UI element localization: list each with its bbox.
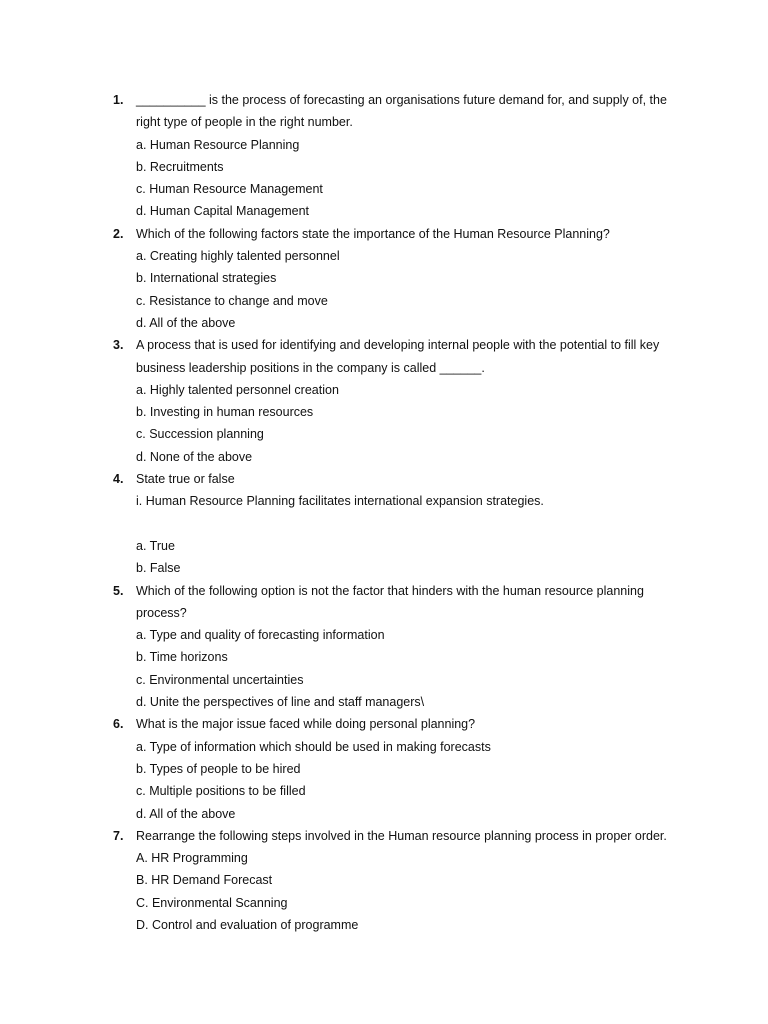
answer-option: A. HR Programming	[136, 851, 248, 866]
question-text: right type of people in the right number.	[136, 115, 353, 130]
blank-line	[136, 513, 688, 535]
answer-option: b. Investing in human resources	[136, 405, 314, 420]
question-body	[136, 89, 688, 223]
answer-option: b. Time horizons	[136, 650, 228, 665]
question-text: Which of the following factors state the importance of the Human Resource Planning?	[136, 226, 610, 241]
question-text: A process that is used for identifying and developing internal people with the potential to fill key	[136, 338, 660, 353]
question-number: 5.	[113, 583, 124, 598]
answer-option: a. Highly talented personnel creation	[136, 382, 339, 397]
question-list	[113, 89, 688, 936]
question-3	[113, 334, 688, 468]
answer-option: b. International strategies	[136, 271, 277, 286]
answer-option: a. Type of information which should be used in making forecasts	[136, 739, 491, 754]
question-text: __________ is the process of forecasting an organisations future demand for, and supply of, the	[136, 93, 667, 107]
question-number: 4.	[113, 472, 124, 487]
question-text: State true or false	[136, 472, 235, 487]
answer-option: a. Human Resource Planning	[136, 137, 300, 152]
question-number: 6.	[113, 717, 124, 732]
question-6	[113, 713, 688, 824]
answer-option: d. All of the above	[136, 315, 236, 330]
answer-option: c. Resistance to change and move	[136, 293, 328, 308]
answer-option: c. Succession planning	[136, 427, 264, 442]
answer-option: b. Recruitments	[136, 159, 224, 174]
question-body	[136, 825, 688, 936]
question-body	[136, 468, 688, 579]
question-4	[113, 468, 688, 579]
question-text: business leadership positions in the company is called ______.	[136, 360, 485, 375]
question-7	[113, 825, 688, 936]
question-text: What is the major issue faced while doing personal planning?	[136, 717, 476, 732]
question-number: 7.	[113, 828, 124, 843]
question-number: 2.	[113, 226, 124, 241]
answer-option: a. Creating highly talented personnel	[136, 249, 340, 264]
answer-option: C. Environmental Scanning	[136, 895, 288, 910]
question-body	[136, 713, 688, 824]
question-body	[136, 580, 688, 714]
answer-option: d. Human Capital Management	[136, 204, 310, 219]
question-number: 1.	[113, 93, 124, 107]
question-body	[136, 223, 688, 334]
question-text: process?	[136, 605, 187, 620]
question-text: i. Human Resource Planning facilitates international expansion strategies.	[136, 494, 544, 509]
question-2	[113, 223, 688, 334]
answer-option: B. HR Demand Forecast	[136, 873, 273, 888]
answer-option: d. Unite the perspectives of line and staff managers\	[136, 695, 425, 710]
answer-option: a. True	[136, 538, 175, 553]
answer-option: c. Multiple positions to be filled	[136, 784, 306, 799]
question-body	[136, 334, 688, 468]
question-number: 3.	[113, 338, 124, 353]
answer-option: c. Environmental uncertainties	[136, 672, 304, 687]
answer-option: b. False	[136, 561, 181, 576]
answer-option: a. Type and quality of forecasting information	[136, 628, 385, 643]
answer-option: D. Control and evaluation of programme	[136, 917, 359, 932]
question-1	[113, 89, 688, 223]
answer-option: b. Types of people to be hired	[136, 761, 301, 776]
question-5	[113, 580, 688, 714]
answer-option: d. None of the above	[136, 449, 253, 464]
answer-option: d. All of the above	[136, 806, 236, 821]
question-text: Which of the following option is not the factor that hinders with the human resource planning	[136, 583, 644, 598]
question-text: Rearrange the following steps involved in the Human resource planning process in proper order.	[136, 828, 667, 843]
answer-option: c. Human Resource Management	[136, 182, 323, 197]
